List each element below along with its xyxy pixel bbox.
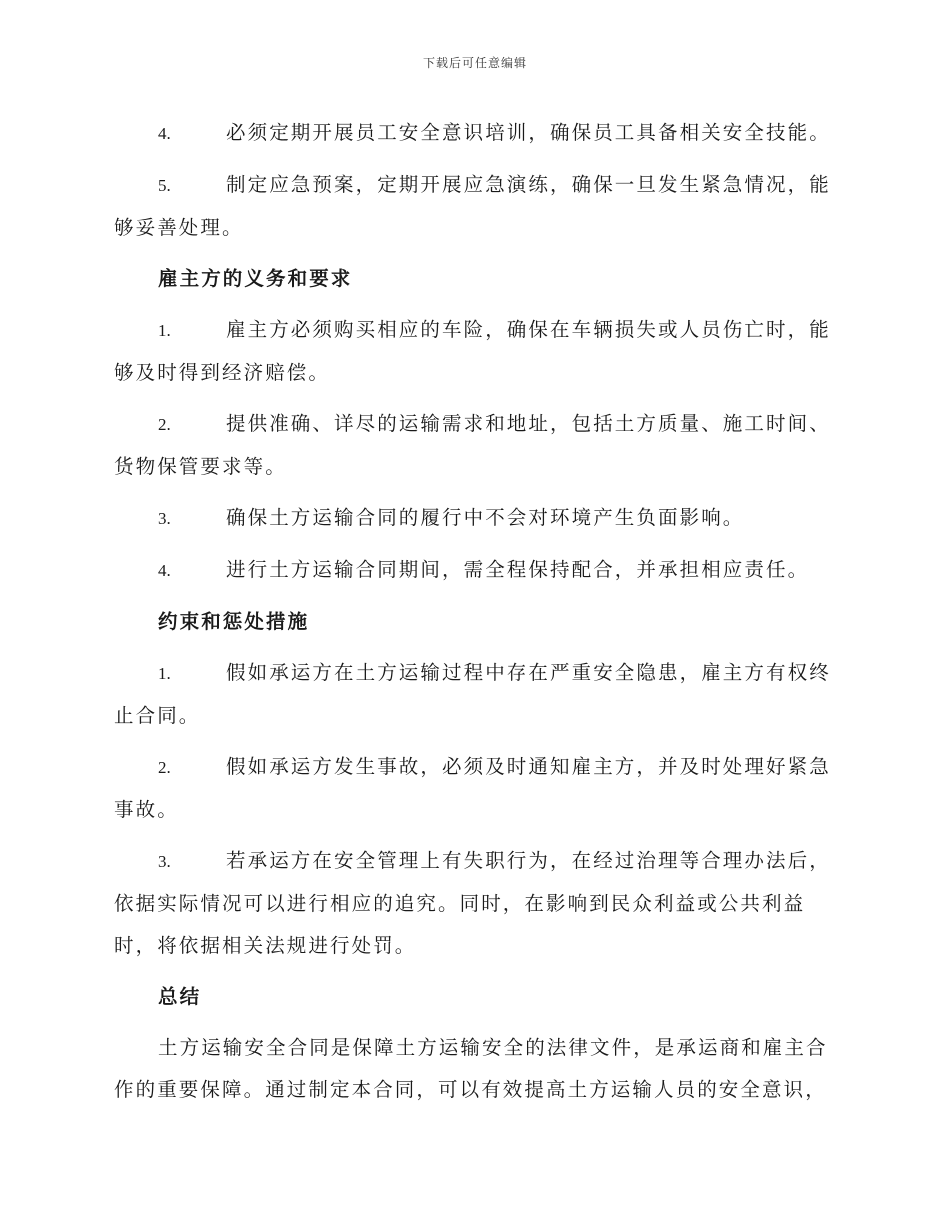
list-item-number: 3.: [158, 509, 171, 528]
summary-paragraph: 土方运输安全合同是保障土方运输安全的法律文件，是承运商和雇主合作的重要保障。通过制定本合同，可以有效提高土方运输人员的安全意识，: [114, 1036, 828, 1101]
list-item-number: 3.: [158, 852, 171, 871]
document-body: [114, 112, 834, 1120]
list-item-penalty-2: [114, 746, 834, 831]
list-item-text: 进行土方运输合同期间，需全程保持配合，并承担相应责任。: [226, 558, 810, 581]
list-item-text: 假如承运方在土方运输过程中存在严重安全隐患，雇主方有权终止合同。: [114, 661, 831, 727]
list-item-penalty-3: [114, 840, 834, 967]
list-item-text: 确保土方运输合同的履行中不会对环境产生负面影响。: [226, 506, 745, 529]
list-item-text: 若承运方在安全管理上有失职行为，在经过治理等合理办法后，依据实际情况可以进行相应的追究。同时，在影响到民众利益或公共利益时，将依据相关法规进行处罚。: [114, 849, 831, 957]
list-item-text: 制定应急预案，定期开展应急演练，确保一旦发生紧急情况，能够妥善处理。: [114, 173, 831, 239]
list-item-employer-4: [114, 549, 834, 592]
page-header: 下载后可任意编辑: [422, 56, 527, 70]
list-item-employer-1: [114, 309, 834, 394]
list-item-text: 必须定期开展员工安全意识培训，确保员工具备相关安全技能。: [226, 121, 831, 144]
list-item-safety-4: [114, 112, 834, 155]
list-item-number: 1.: [158, 321, 171, 340]
list-item-safety-5: [114, 164, 834, 249]
list-item-employer-3: [114, 497, 834, 540]
list-item-number: 5.: [158, 176, 171, 195]
list-item-text: 假如承运方发生事故，必须及时通知雇主方，并及时处理好紧急事故。: [114, 755, 831, 821]
list-item-number: 4.: [158, 561, 171, 580]
list-item-number: 1.: [158, 664, 171, 683]
list-item-number: 2.: [158, 415, 171, 434]
list-item-number: 2.: [158, 758, 171, 777]
list-item-employer-2: [114, 403, 834, 488]
section-heading-summary: 总结: [158, 985, 202, 1008]
list-item-penalty-1: [114, 652, 834, 737]
list-item-text: 提供准确、详尽的运输需求和地址，包括土方质量、施工时间、货物保管要求等。: [114, 412, 831, 478]
list-item-number: 4.: [158, 124, 171, 143]
section-heading-penalty: 约束和惩处措施: [158, 610, 310, 633]
section-heading-employer: 雇主方的义务和要求: [158, 267, 353, 290]
list-item-text: 雇主方必须购买相应的车险，确保在车辆损失或人员伤亡时，能够及时得到经济赔偿。: [114, 318, 831, 384]
